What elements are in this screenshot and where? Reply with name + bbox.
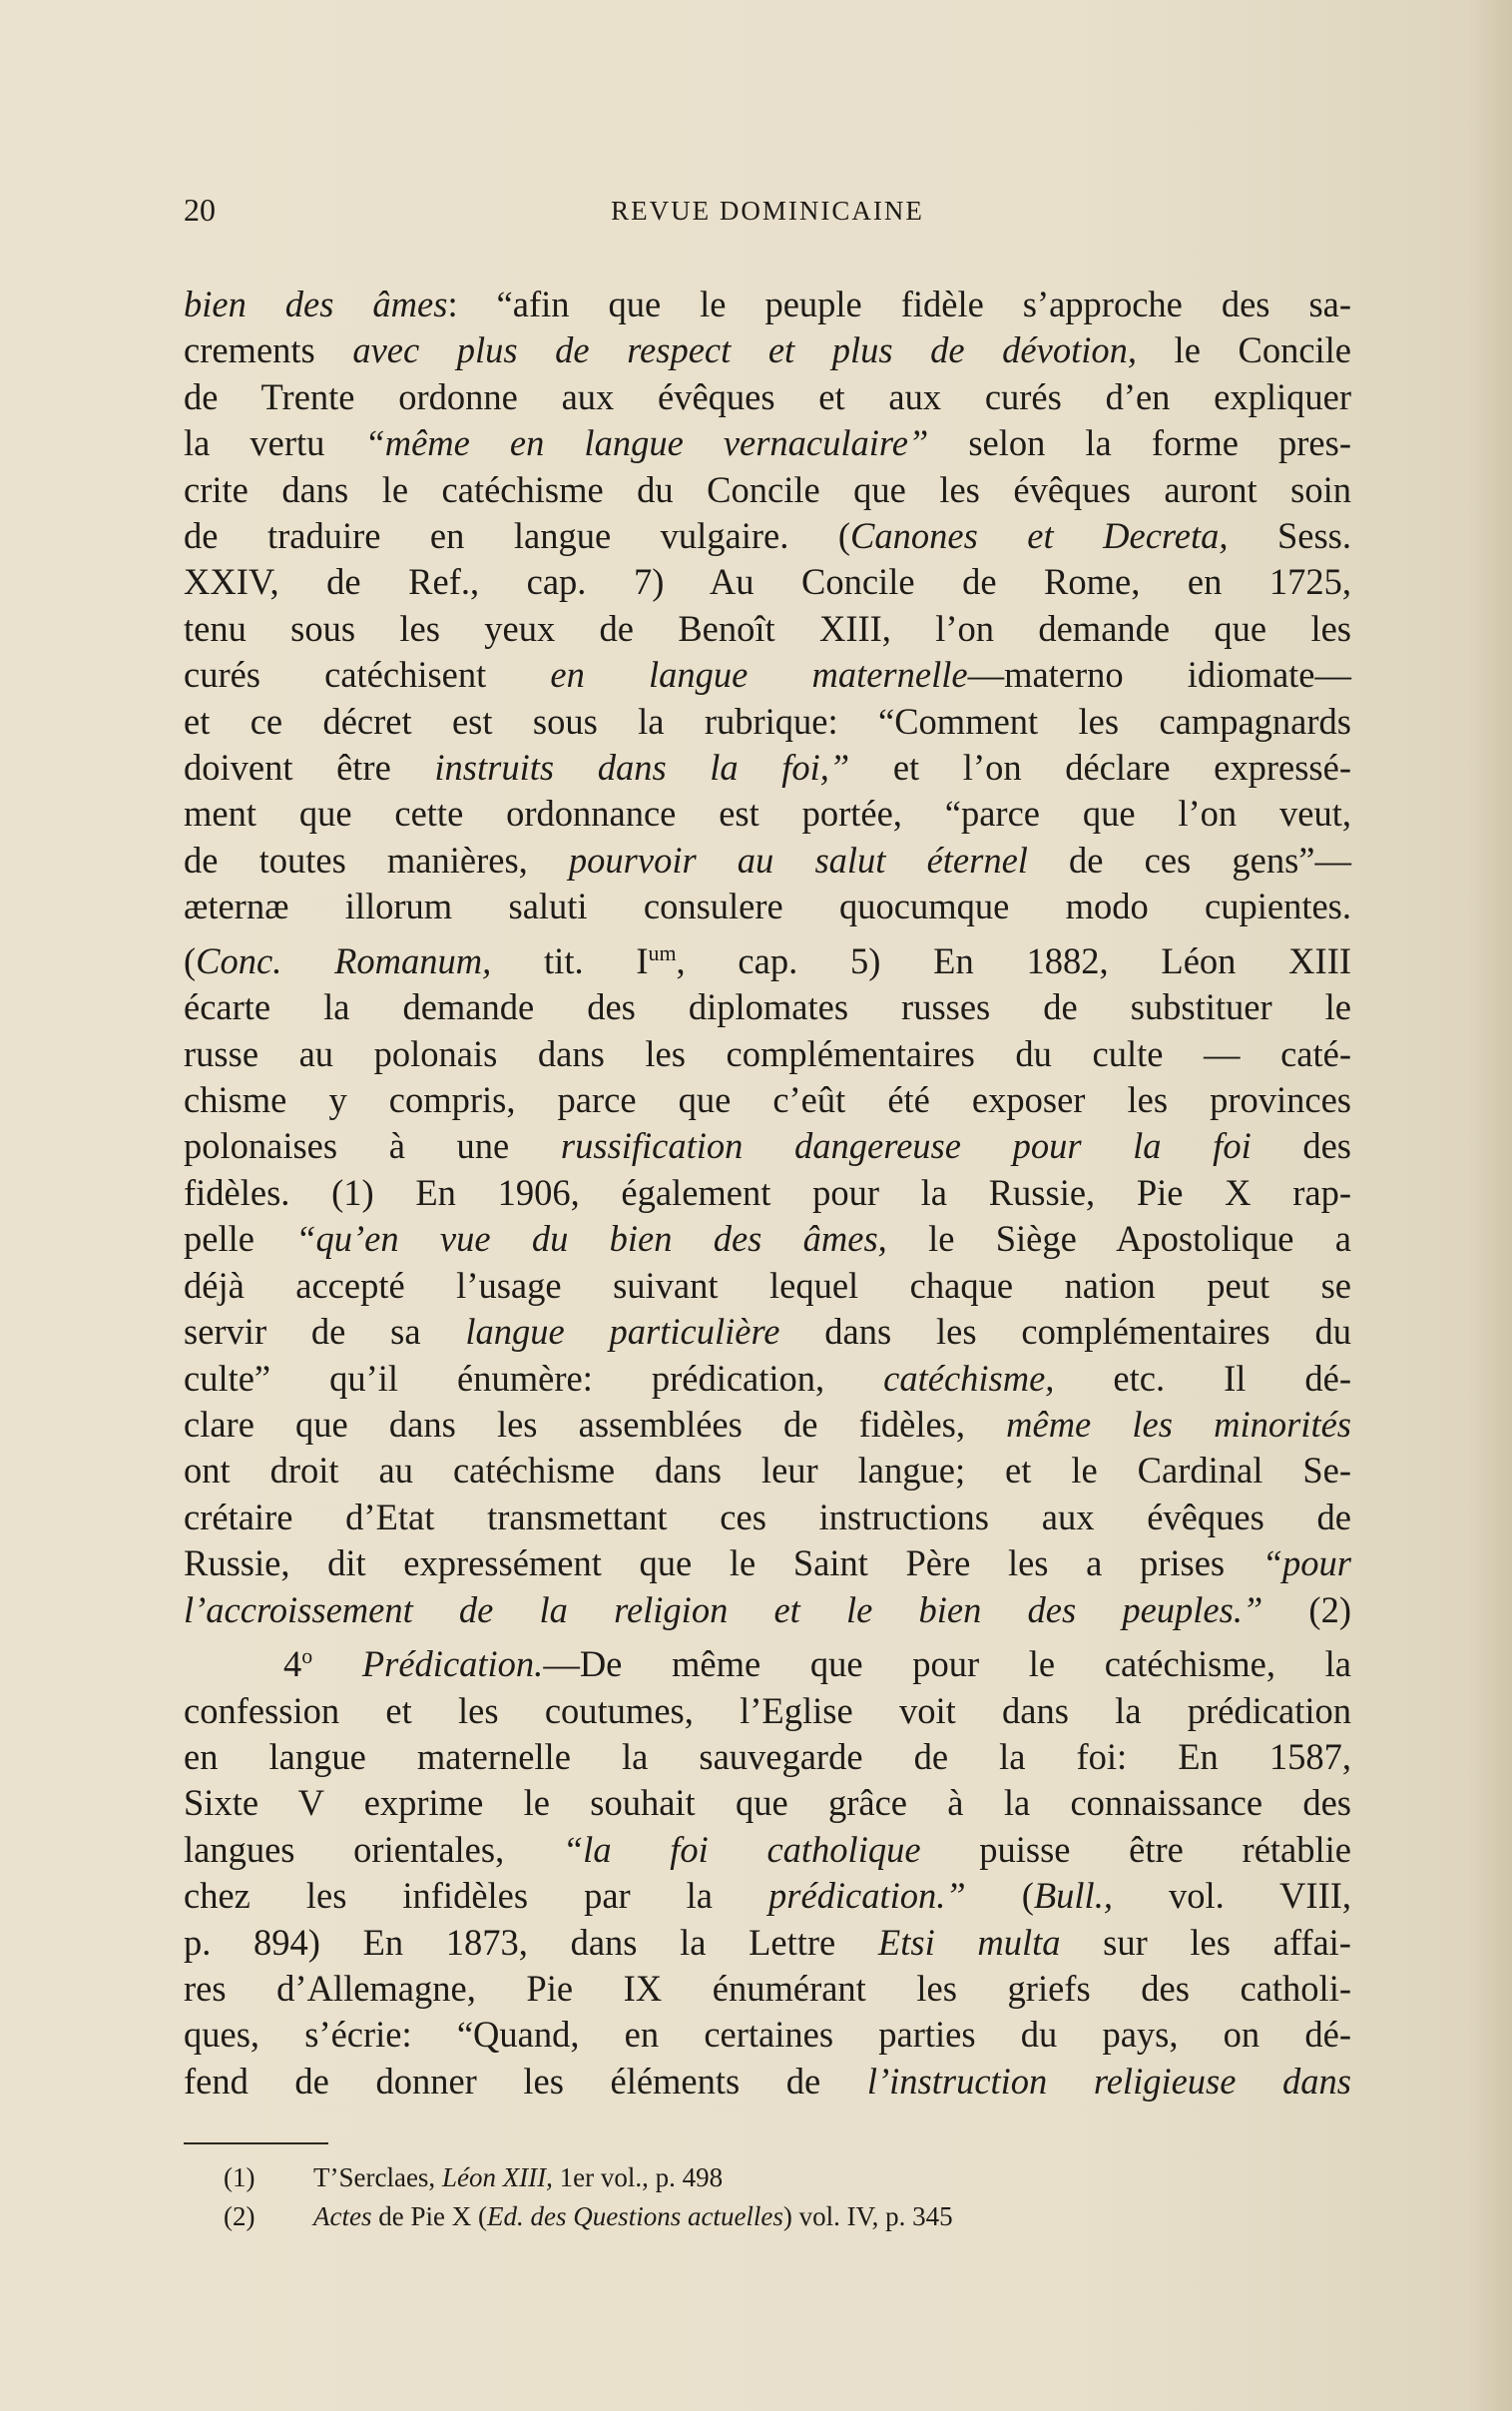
paragraph-predication [184,1633,1351,2105]
text-run: chisme y compris, parce que c’eût été exposer les provinces [184,1079,1351,1121]
text-run: —De même que pour le catéchisme, la [543,1643,1351,1685]
text-line [184,1688,1351,1734]
italic-text: instruits dans la foi,” [434,747,850,789]
superscript: o [301,1642,313,1668]
text-run: déjà accepté l’usage suivant lequel chaque nation peut se [184,1264,1351,1306]
text-line [184,1356,1351,1402]
text-run: des [1251,1125,1352,1167]
text-line [184,420,1351,466]
italic-text: l’accroissement de la religion et le bien des peuples.” [184,1588,1263,1630]
text-line [184,984,1351,1030]
text-run: æternæ illorum saluti consulere quocumque modo cupientes. [184,886,1351,927]
text-line [184,699,1351,745]
body-text [184,282,1351,2105]
text-run: de traduire en langue vulgaire. ( [184,515,851,557]
text-line [184,1309,1351,1355]
text-run: XXIV, de Ref., cap. 7) Au Concile de Rome, en 1725, [184,561,1351,603]
text-run: dans les complémentaires du [779,1311,1351,1353]
italic-text: pourvoir au salut éternel [568,839,1028,881]
italic-text: Bull., [1033,1875,1113,1917]
text-run: crements [184,329,353,371]
text-line [184,745,1351,791]
text-run: et l’on déclare expressé- [849,747,1351,789]
italic-text: Prédication. [361,1643,544,1685]
text-run: fend de donner les éléments de [184,2060,867,2102]
text-run: ) vol. IV, p. 345 [782,2201,953,2231]
text-run: pelle [184,1218,296,1260]
superscript: um [648,939,677,965]
text-line [184,1966,1351,2012]
text-line [184,930,1351,985]
italic-text: l’instruction religieuse dans [866,2060,1351,2102]
running-head: REVUE DOMINICAINE [611,196,924,226]
text-run: 4 [283,1643,302,1685]
text-run: polonaises à une [184,1125,561,1167]
text-line [184,374,1351,420]
text-line [184,1633,1351,1688]
text-run: ( [965,1875,1034,1917]
footnote [224,2197,1351,2236]
footnote-text [313,2197,953,2236]
italic-text: Actes [313,2201,372,2231]
italic-text: langue particulière [465,1311,780,1353]
text-line [184,1540,1351,1586]
footnote-mark: (1) [224,2162,255,2192]
italic-text: avec plus de respect et plus de dévotion, [352,329,1137,371]
text-run: etc. Il dé- [1054,1357,1351,1399]
text-run: clare que dans les assemblées de fidèles, [184,1403,1007,1445]
text-run: sur les affai- [1060,1921,1351,1963]
text-run: 1er vol., p. 498 [552,2162,724,2192]
text-run: ( [184,939,197,981]
text-run: ont droit au catéchisme dans leur langue; et le Cardinal Se- [184,1450,1351,1492]
text-line [184,1587,1351,1633]
text-line [184,1873,1351,1919]
text-run: curés catéchisent [184,654,551,696]
text-run: selon la forme pres- [928,422,1351,464]
italic-text: Conc. Romanum, [196,939,492,981]
page-number: 20 [184,192,216,228]
italic-text: bien des âmes [184,284,448,324]
text-line [184,1448,1351,1494]
text-line [184,1734,1351,1780]
italic-text: même les minorités [1006,1403,1351,1445]
italic-text: prédication.” [768,1875,966,1917]
text-run: : “afin que le peuple fidèle s’approche des sa- [447,284,1352,324]
italic-text: catéchisme, [883,1357,1055,1399]
text-run: écarte la demande des diplomates russes de substituer le [184,986,1351,1028]
text-run: Sess. [1228,515,1351,557]
text-line [184,1402,1351,1448]
text-run: confession et les coutumes, l’Eglise voit dans la prédication [184,1689,1351,1731]
text-line [184,1123,1351,1169]
text-line [184,1920,1351,1966]
text-line [184,1031,1351,1077]
text-line [184,652,1351,698]
footnote-text [313,2158,723,2197]
text-line [184,1780,1351,1826]
paragraph-catechism [184,282,1351,1633]
italic-text: “la foi catholique [562,1828,921,1870]
text-line [184,791,1351,837]
text-run: (2) [1262,1588,1351,1630]
text-run: ment que cette ordonnance est portée, “parce que l’on veut, [184,793,1351,835]
text-run: et ce décret est sous la rubrique: “Comment les campagnards [184,700,1351,742]
text-run: la vertu [184,422,365,464]
text-line [184,2012,1351,2058]
text-line [184,606,1351,652]
text-run: le Concile [1136,329,1352,371]
footnote-mark: (2) [224,2201,255,2231]
italic-text: “même en langue vernaculaire” [364,422,929,464]
text-run: ques, s’écrie: “Quand, en certaines parties du pays, on dé- [184,2014,1351,2056]
text-line [184,1216,1351,1262]
italic-text: “pour [1261,1542,1351,1584]
text-line [184,467,1351,513]
text-run: crétaire d’Etat transmettant ces instructions aux évêques de [184,1496,1351,1537]
text-run: res d’Allemagne, Pie IX énumérant les griefs des catholi- [184,1967,1351,2009]
text-run: Russie, dit expressément que le Saint Père les a prises [184,1542,1262,1584]
text-line [184,559,1351,605]
text-line [184,282,1351,327]
text-run: russe au polonais dans les complémentaires du culte — caté- [184,1032,1351,1074]
text-line [184,2059,1351,2105]
text-run: en langue maternelle la sauvegarde de la foi: En 1587, [184,1735,1351,1777]
text-line [184,1170,1351,1216]
text-run: vol. VIII, [1112,1875,1352,1917]
text-line [184,1263,1351,1309]
page-header [184,192,1351,236]
footnotes [224,2158,1351,2236]
text-run: tit. I [491,939,649,981]
text-line [184,884,1351,929]
italic-text: Ed. des Questions actuelles [486,2201,783,2231]
italic-text: “qu’en vue du bien des âmes, [295,1218,887,1260]
text-line [184,1827,1351,1873]
text-run: T’Serclaes, [313,2162,442,2192]
text-run: de toutes manières, [184,839,569,881]
text-run: chez les infidèles par la [184,1875,769,1917]
text-run: tenu sous les yeux de Benoît XIII, l’on demande que les [184,607,1351,649]
text-run: Sixte V exprime le souhait que grâce à la connaissance des [184,1782,1351,1824]
text-run: culte” qu’il énumère: prédication, [184,1357,884,1399]
text-line [184,838,1351,884]
text-run: doivent être [184,747,435,789]
text-line [184,1077,1351,1123]
text-run: de Trente ordonne aux évêques et aux curés d’en expliquer [184,375,1351,417]
text-run: de ces gens”— [1027,839,1351,881]
text-run: le Siège Apostolique a [886,1218,1351,1260]
italic-text: russification dangereuse pour la foi [560,1125,1252,1167]
footnote-rule [184,2142,328,2144]
text-line [184,1495,1351,1540]
text-run: , cap. 5) En 1882, Léon XIII [676,939,1352,981]
text-line [184,327,1351,373]
text-run: fidèles. (1) En 1906, également pour la Russie, Pie X rap- [184,1171,1351,1213]
text-run: —materno idiomate— [967,654,1351,696]
footnote [224,2158,1351,2197]
text-line [184,513,1351,559]
text-run: p. 894) En 1873, dans la Lettre [184,1921,878,1963]
text-run: puisse être rétablie [920,1828,1351,1870]
italic-text: Etsi multa [877,1921,1061,1963]
text-run: langues orientales, [184,1828,563,1870]
italic-text: Léon XIII, [441,2162,553,2192]
italic-text: en langue maternelle [550,654,968,696]
text-run: servir de sa [184,1311,466,1353]
text-run: de Pie X ( [371,2201,487,2231]
italic-text: Canones et Decreta, [850,515,1229,557]
text-run: crite dans le catéchisme du Concile que les évêques auront soin [184,468,1351,510]
text-run [312,1643,362,1684]
